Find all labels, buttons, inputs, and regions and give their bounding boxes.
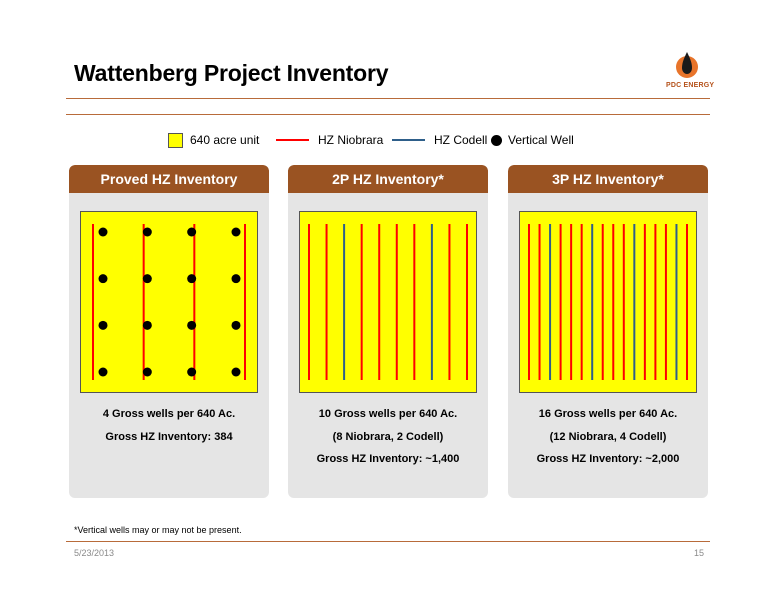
panel-title: 3P HZ Inventory* (508, 165, 708, 193)
caption-inventory: Gross HZ Inventory: ~2,000 (536, 453, 680, 465)
caption-split: (12 Niobrara, 4 Codell) (549, 431, 667, 443)
codell-swatch (392, 139, 425, 141)
logo-text: PDC ENERGY (666, 82, 715, 89)
legend-label-codell: HZ Codell (434, 133, 488, 147)
vertical-well-dot (232, 274, 241, 283)
legend-item-unit (168, 131, 259, 149)
caption-inventory: Gross HZ Inventory: ~1,400 (316, 453, 460, 465)
acre-unit (519, 211, 697, 393)
legend-divider (66, 114, 710, 115)
page-number: 15 (693, 548, 704, 558)
caption-inventory: Gross HZ Inventory: 384 (105, 431, 233, 443)
acre-unit (80, 211, 258, 393)
pdc-energy-logo (666, 48, 715, 94)
vertical-well-dot (232, 321, 241, 330)
vertical-well-dot (99, 368, 108, 377)
panel-3p (508, 165, 708, 498)
caption-wells: 10 Gross wells per 640 Ac. (318, 408, 458, 420)
caption-wells: 16 Gross wells per 640 Ac. (538, 408, 678, 420)
panel-proved (69, 165, 269, 498)
vertical-well-dot (143, 368, 152, 377)
legend-item-niobrara (276, 131, 383, 149)
vertical-well-dot (143, 321, 152, 330)
well-diagram (300, 212, 476, 392)
flame-drop-icon (675, 48, 699, 80)
vertical-well-dot (187, 368, 196, 377)
panel-2p (288, 165, 488, 498)
vertical-well-dot (143, 274, 152, 283)
vertical-well-dot (99, 274, 108, 283)
caption-wells: 4 Gross wells per 640 Ac. (102, 408, 236, 420)
vertical-well-dot (187, 274, 196, 283)
well-diagram (81, 212, 257, 392)
vertical-well-dot (187, 321, 196, 330)
caption-split: (8 Niobrara, 2 Codell) (332, 431, 444, 443)
legend-label-vertical: Vertical Well (508, 133, 574, 147)
footer-divider (66, 541, 710, 542)
vertical-well-dot (187, 228, 196, 237)
slide-date: 5/23/2013 (74, 548, 115, 558)
legend-label-unit: 640 acre unit (190, 133, 260, 147)
vertical-well-dot (99, 321, 108, 330)
vertical-well-dot (99, 228, 108, 237)
panel-title: Proved HZ Inventory (69, 165, 269, 193)
legend (0, 131, 776, 149)
page-title: Wattenberg Project Inventory (74, 60, 389, 86)
niobrara-swatch (276, 139, 309, 141)
vertical-well-dot (232, 228, 241, 237)
vertical-well-swatch (491, 135, 502, 146)
well-diagram (520, 212, 696, 392)
vertical-well-dot (232, 368, 241, 377)
vertical-well-dot (143, 228, 152, 237)
title-divider (66, 98, 710, 99)
unit-swatch (168, 133, 183, 148)
footnote: *Vertical wells may or may not be present. (74, 525, 242, 535)
legend-item-vertical (491, 131, 574, 149)
panel-title: 2P HZ Inventory* (288, 165, 488, 193)
legend-label-niobrara: HZ Niobrara (318, 133, 384, 147)
legend-item-codell (392, 131, 487, 149)
acre-unit (299, 211, 477, 393)
